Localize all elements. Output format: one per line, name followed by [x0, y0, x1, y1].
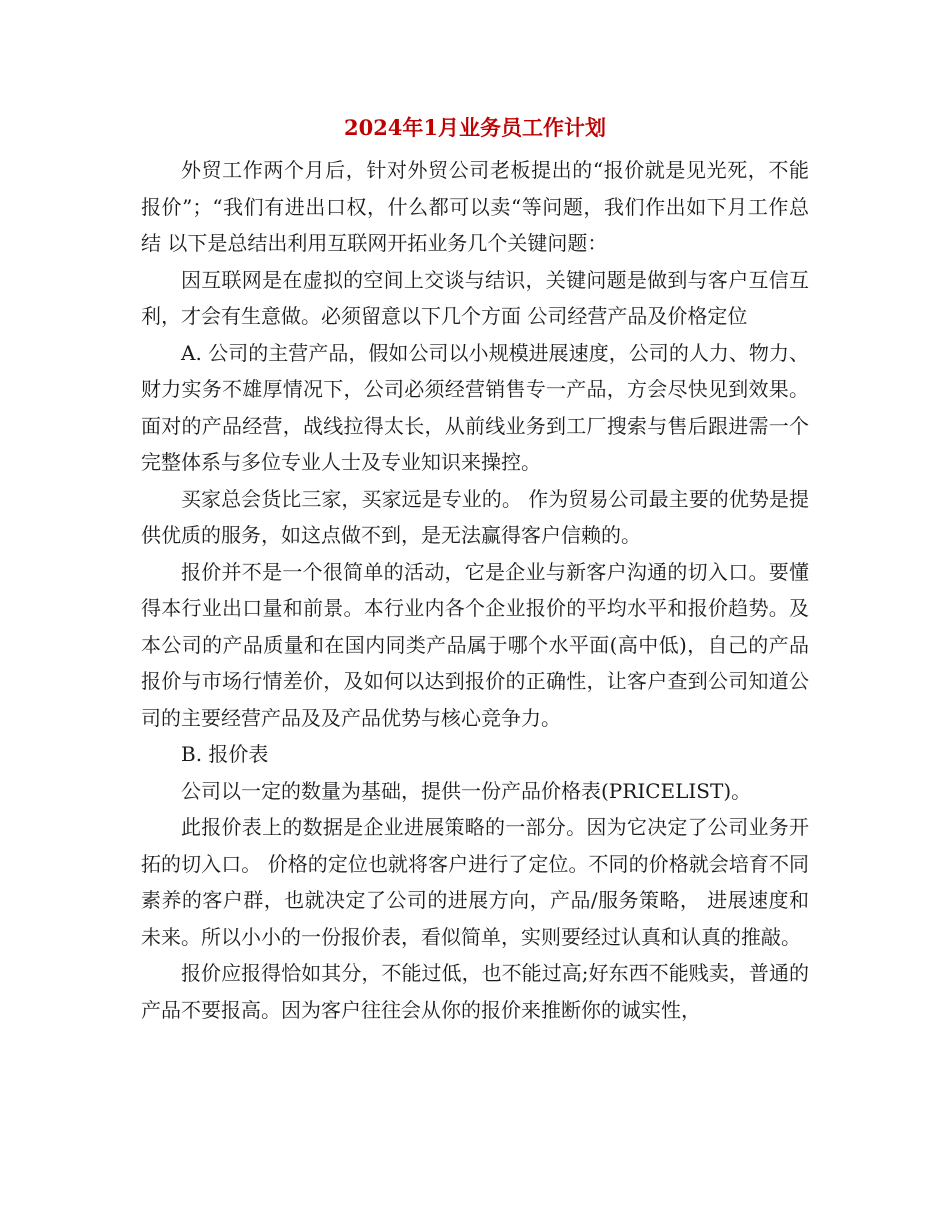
paragraph: 此报价表上的数据是企业进展策略的一部分。因为它决定了公司业务开拓的切入口。 价格的定位也就将客户进行了定位。不同的价格就会培育不同素养的客户群，也就决定了公司的进展方向，产品/服务策略， 进展速度和未来。所以小小的一份报价表，看似简单，实则要经过认真和认真的推敲。: [141, 815, 809, 949]
paragraph: 因互联网是在虚拟的空间上交谈与结识，关键问题是做到与客户互信互利，才会有生意做。必须留意以下几个方面 公司经营产品及价格定位: [141, 267, 809, 328]
document-title: 2024年1月业务员工作计划: [343, 115, 607, 140]
paragraph: 报价并不是一个很简单的活动，它是企业与新客户沟通的切入口。要懂得本行业出口量和前景。本行业内各个企业报价的平均水平和报价趋势。及本公司的产品质量和在国内同类产品属于哪个水平面(高中低)，自己的产品报价与市场行情差价，及如何以达到报价的正确性，让客户查到公司知道公司的主要经营产品及及产品优势与核心竞争力。: [141, 559, 809, 730]
paragraph: A. 公司的主营产品，假如公司以小规模进展速度，公司的人力、物力、财力实务不雄厚情况下，公司必须经营销售专一产品，方会尽快见到效果。面对的产品经营，战线拉得太长，从前线业务到工厂搜索与售后跟进需一个完整体系与多位专业人士及专业知识来操控。: [141, 340, 809, 474]
paragraph: 报价应报得恰如其分，不能过低，也不能过高;好东西不能贱卖，普通的产品不要报高。因为客户往往会从你的报价来推断你的诚实性，: [141, 961, 809, 1022]
paragraph: B. 报价表: [181, 742, 269, 766]
paragraph: 外贸工作两个月后，针对外贸公司老板提出的“报价就是见光死，不能报价”；“我们有进出口权，什么都可以卖“等问题，我们作出如下月工作总结 以下是总结出利用互联网开拓业务几个关键问题：: [141, 158, 809, 255]
document-body: [141, 152, 809, 1028]
paragraph: 公司以一定的数量为基础，提供一份产品价格表(PRICELIST)。: [181, 778, 752, 803]
paragraph: 买家总会货比三家，买家远是专业的。 作为贸易公司最主要的优势是提供优质的服务，如这点做不到，是无法赢得客户信赖的。: [141, 486, 809, 547]
